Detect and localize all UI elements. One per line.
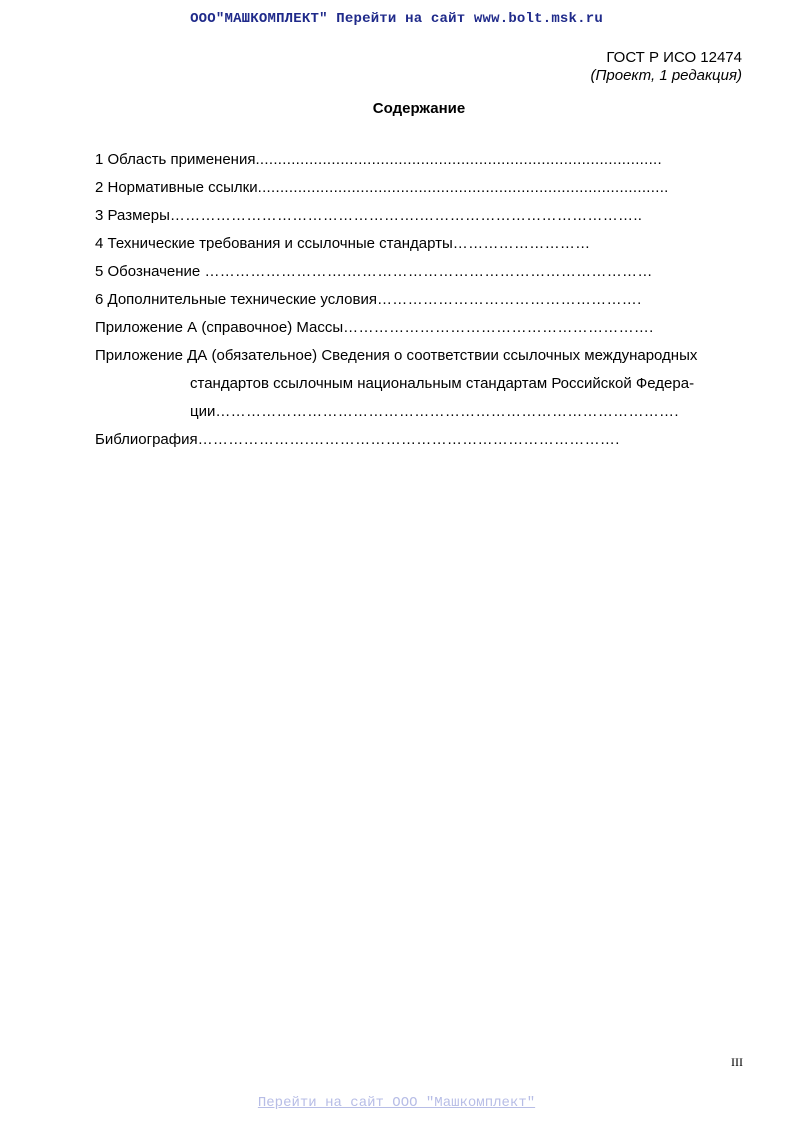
toc-entry-label: 1 Область применения [95,151,256,168]
toc-leader: ………………………………………….…………………………………….. [169,207,643,224]
toc-entry-technical-requirements[interactable] [95,230,745,258]
toc-leader: ……………………………………………………. [343,319,654,336]
page-number: III [731,1055,743,1069]
document-designation [591,49,742,85]
toc-entry-label: Приложение ДА (обязательное) Сведения о соответствии ссылочных международных [95,347,698,364]
toc-entry-label: 5 Обозначение [95,263,205,280]
toc-entry-label: 4 Технические требования и ссылочные стандарты [95,235,453,252]
toc-leader: ………………….……………………………………………………. [197,431,620,448]
table-of-contents [95,146,745,454]
toc-leader: ............................................................................................ [257,179,669,196]
standard-code: ГОСТ Р ИСО 12474 [606,49,742,66]
toc-entry-normative-references[interactable] [95,174,745,202]
toc-entry-annex-da[interactable] [95,342,745,426]
toc-entry-dimensions[interactable] [95,202,745,230]
site-banner-link[interactable]: ООО"МАШКОМПЛЕКТ" Перейти на сайт www.bolt.msk.ru [190,11,603,27]
toc-entry-additional-conditions[interactable] [95,286,745,314]
edition-note: (Проект, 1 редакция) [590,67,742,84]
toc-entry-annex-a[interactable] [95,314,745,342]
toc-entry-scope[interactable] [95,146,745,174]
footer-site-link[interactable]: Перейти на сайт ООО "Машкомплект" [257,1095,536,1111]
toc-leader: ........................................................................................... [255,151,662,168]
toc-entry-label: 2 Нормативные ссылки [95,179,258,196]
toc-entry-label-tail: ции [190,403,216,420]
toc-entry-bibliography[interactable] [95,426,745,454]
toc-entry-label: Приложение А (справочное) Массы [95,319,344,336]
toc-entry-label-end [95,398,745,426]
toc-entry-label: 6 Дополнительные технические условия [95,291,377,308]
toc-leader: ………………………………………………………………………………. [215,403,679,420]
toc-leader: ……………………….…………………………………………………… [204,263,653,280]
toc-leader: ……………………………………………. [376,291,642,308]
toc-entry-designation[interactable] [95,258,745,286]
toc-entry-label: 3 Размеры [95,207,170,224]
toc-entry-label: Библиография [95,431,198,448]
toc-leader: ……………………… [452,235,591,252]
toc-entry-label-continued: стандартов ссылочным национальным стандартам Российской Федера- [190,375,695,392]
toc-title: Содержание [372,100,466,117]
